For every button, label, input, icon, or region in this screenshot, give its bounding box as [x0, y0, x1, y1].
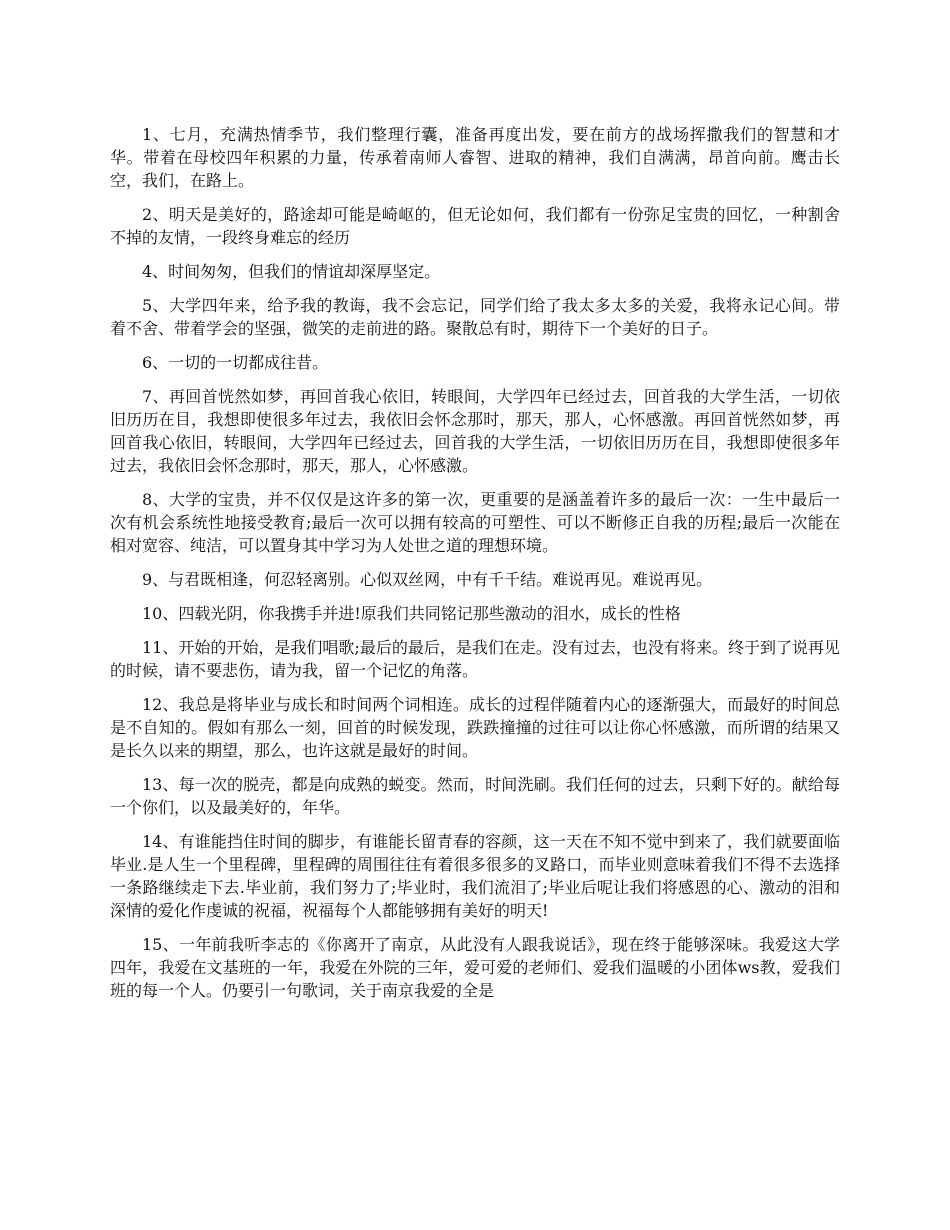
paragraph-11: 11、开始的开始，是我们唱歌;最后的最后，是我们在走。没有过去，也没有将来。终于到了说再见的时候，请不要悲伤，请为我，留一个记忆的角落。	[110, 638, 840, 680]
paragraph-5: 5、大学四年来，给予我的教诲，我不会忘记，同学们给了我太多太多的关爱，我将永记心间。带着不舍、带着学会的坚强，微笑的走前进的路。聚散总有时，期待下一个美好的日子。	[110, 296, 840, 338]
document-page	[110, 123, 840, 1013]
paragraph-8: 8、大学的宝贵，并不仅仅是这许多的第一次，更重要的是涵盖着许多的最后一次：一生中最后一次有机会系统性地接受教育;最后一次可以拥有较高的可塑性、可以不断修正自我的历程;最后一次能在相对宽容、纯洁，可以置身其中学习为人处世之道的理想环境。	[110, 490, 840, 555]
paragraph-15: 15、一年前我听李志的《你离开了南京，从此没有人跟我说话》，现在终于能够深味。我爱这大学四年，我爱在文基班的一年，我爱在外院的三年，爱可爱的老师们、爱我们温暖的小团体ws教，爱我们班的每一个人。仍要引一句歌词，关于南京我爱的全是	[110, 935, 840, 1000]
paragraph-12: 12、我总是将毕业与成长和时间两个词相连。成长的过程伴随着内心的逐渐强大，而最好的时间总是不自知的。假如有那么一刻，回首的时候发现，跌跌撞撞的过往可以让你心怀感激，而所谓的结果又是长久以来的期望，那么，也许这就是最好的时间。	[110, 695, 840, 760]
paragraph-9: 9、与君既相逢，何忍轻离别。心似双丝网，中有千千结。难说再见。难说再见。	[142, 570, 713, 589]
paragraph-2: 2、明天是美好的，路途却可能是崎岖的，但无论如何，我们都有一份弥足宝贵的回忆，一种割舍不掉的友情，一段终身难忘的经历	[110, 205, 840, 247]
paragraph-13: 13、每一次的脱壳，都是向成熟的蜕变。然而，时间洗刷。我们任何的过去，只剩下好的。献给每一个你们，以及最美好的，年华。	[110, 775, 840, 817]
paragraph-4: 4、时间匆匆，但我们的情谊却深厚坚定。	[142, 262, 441, 281]
paragraph-1: 1、七月，充满热情季节，我们整理行囊，准备再度出发，要在前方的战场挥撒我们的智慧和才华。带着在母校四年积累的力量，传承着南师人睿智、进取的精神，我们自满满，昂首向前。鹰击长空，我们，在路上。	[110, 125, 840, 190]
paragraph-14: 14、有谁能挡住时间的脚步，有谁能长留青春的容颜，这一天在不知不觉中到来了，我们就要面临毕业.是人生一个里程碑，里程碑的周围往往有着很多很多的叉路口，而毕业则意味着我们不得不去选择一条路继续走下去.毕业前，我们努力了;毕业时，我们流泪了;毕业后呢让我们将感恩的心、激动的泪和深情的爱化作虔诚的祝福，祝福每个人都能够拥有美好的明天!	[110, 832, 840, 920]
paragraph-7: 7、再回首恍然如梦，再回首我心依旧，转眼间，大学四年已经过去，回首我的大学生活，一切依旧历历在目，我想即使很多年过去，我依旧会怀念那时，那天，那人，心怀感激。再回首恍然如梦，再回首我心依旧，转眼间，大学四年已经过去，回首我的大学生活，一切依旧历历在目，我想即使很多年过去，我依旧会怀念那时，那天，那人，心怀感激。	[110, 387, 840, 475]
paragraph-10: 10、四载光阴，你我携手并进!原我们共同铭记那些激动的泪水，成长的性格	[142, 604, 681, 623]
paragraph-6: 6、一切的一切都成往昔。	[142, 353, 329, 372]
